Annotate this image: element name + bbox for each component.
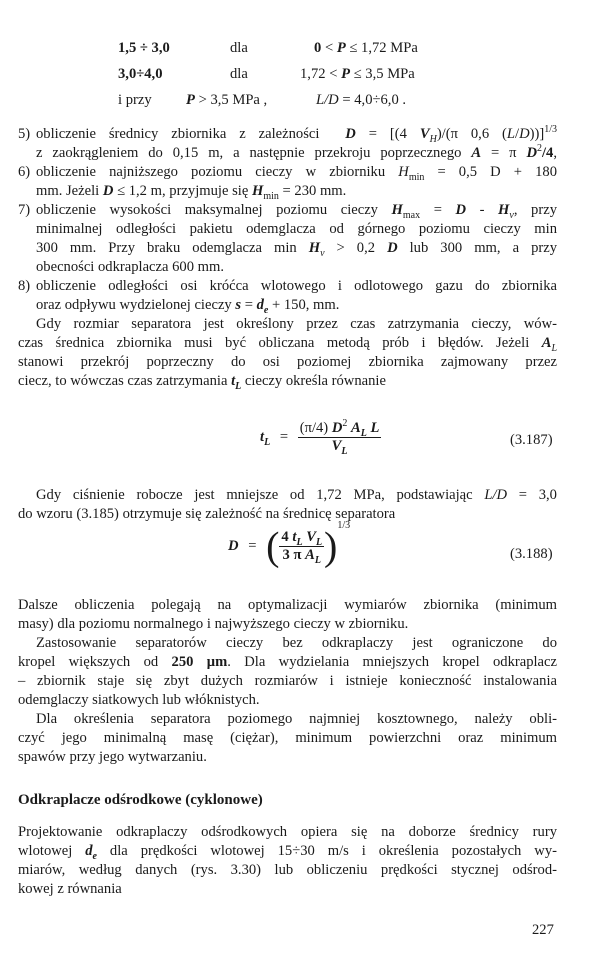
item-number-7: 7)	[18, 202, 31, 218]
condition-word-1: dla	[230, 40, 248, 56]
equation-3-188: D = ( $\frac{4 t_L V_L}{3 \pi A_L}$ )$^{1/3}$	[228, 520, 351, 569]
condition-range-2: 3,0÷4,0	[118, 66, 163, 82]
p6-line-3: miarów, według danych (rys. 3.30) lub obliczeniu prędkości stycznej odśrod-	[18, 862, 557, 878]
p6-line-2: wlotowej $d_e$ dla prędkości wlotowej 15÷30 m/s i określenia pozostałych wy-	[18, 843, 557, 862]
condition-text-1: 0 < P ≤ 1,72 MPa	[314, 40, 418, 56]
condition-text-2: 1,72 < P ≤ 3,5 MPa	[300, 66, 415, 82]
p4-line-2: kropel większych od 250 μm. Dla wydzielania mniejszych kropel odkraplacz	[18, 654, 557, 670]
item-7-line-1: obliczenie wysokości maksymalnej poziomu cieczy $H_{max} = D - H_v$, przy	[36, 202, 557, 221]
condition-range-3: i przy	[118, 92, 152, 108]
p4-line-4: odemglaczy siatkowych lub włóknistych.	[18, 692, 260, 708]
item-8-line-1: obliczenie odległości osi króćca wlotowego i odlotowego gazu do zbiornika	[36, 278, 557, 294]
p2-line-1: Gdy ciśnienie robocze jest mniejsze od 1,72 MPa, podstawiając L/D = 3,0	[36, 487, 557, 503]
p1-line-1: Gdy rozmiar separatora jest określony przez czas zatrzymania cieczy, wów-	[36, 316, 557, 332]
item-5-line-1: obliczenie średnicy zbiornika z zależności D = [(4 $V_H)/(\pi$ 0,6 (L/D))]$^{1/3}$	[36, 124, 558, 145]
p1-line-2: czas średnica zbiornika musi być obliczana metodą prób i błędów. Jeżeli $A_L$	[18, 335, 557, 354]
eq188-lhs: D	[228, 538, 239, 554]
condition-word-2: dla	[230, 66, 248, 82]
p3-line-1: Dalsze obliczenia polegają na optymalizacji wymiarów zbiornika (minimum	[18, 597, 557, 613]
eq187-lhs: $t_L$	[260, 428, 271, 448]
item-number-5: 5)	[18, 126, 31, 142]
p5-line-2: czyć jego minimalną masę (ciężar), minimum powierzchni oraz minimum	[18, 730, 557, 746]
p4-line-1: Zastosowanie separatorów cieczy bez odkraplaczy jest ograniczone do	[36, 635, 557, 651]
p2-line-2: do wzoru (3.185) otrzymuje się zależność na średnicę separatora	[18, 506, 396, 522]
eq187-fraction: $\frac{(\pi/4) D^2 A_L L}{V_L}$	[299, 418, 380, 457]
item-8-line-2: oraz odpływu wydzielonej cieczy $s = d_e + 150$, mm.	[36, 297, 340, 316]
condition-range-1: 1,5 ÷ 3,0	[118, 40, 170, 56]
p1-line-4: ciecz, to wówczas czas zatrzymania $t_L$ cieczy określa równanie	[18, 373, 386, 392]
item-6-line-1: obliczenie najniższego poziomu cieczy w zbiorniku $H_{min} = 0,5$ D + 180	[36, 164, 558, 183]
item-number-6: 6)	[18, 164, 31, 180]
item-number-8: 8)	[18, 278, 31, 294]
equation-3-187: $t_L$ = $\frac{(\pi/4) D^2 A_L L}{V_L}$	[260, 418, 380, 457]
item-7-line-3: 300 mm. Przy braku odemglacza $\min H_v > 0,2$ D lub 300 mm, a przy	[36, 240, 557, 259]
p6-line-4: kowej z równania	[18, 881, 122, 897]
equation-number-3-188: (3.188)	[510, 546, 553, 562]
p6-line-1: Projektowanie odkraplaczy odśrodkowych opiera się na doborze średnicy rury	[18, 824, 557, 840]
condition-text-3: L/D = 4,0÷6,0 .	[316, 92, 407, 108]
p3-line-2: masy) dla poziomu normalnego i najwyższego cieczy w zbiorniku.	[18, 616, 409, 632]
equation-number-3-187: (3.187)	[510, 432, 553, 448]
p5-line-3: spawów przy jego wytwarzaniu.	[18, 749, 207, 765]
item-6-line-2: mm. Jeżeli D ≤ 1,2 m, przyjmuje się $H_{min} = 230$ mm.	[36, 183, 347, 202]
item-7-line-4: obecności odkraplacza 600 mm.	[36, 259, 225, 275]
eq188-fraction: $\frac{4 t_L V_L}{3 \pi A_L}$	[281, 529, 323, 567]
p5-line-1: Dla określenia separatora poziomego najmniej kosztownego, należy obli-	[36, 711, 557, 727]
condition-word-3: P > 3,5 MPa ,	[186, 92, 268, 108]
section-heading: Odkraplacze odśrodkowe (cyklonowe)	[18, 792, 263, 808]
item-7-line-2: minimalnej odległości pakietu odemglacza od górnego poziomu cieczy min	[36, 221, 557, 237]
item-5-line-2: z zaokrągleniem do 0,15 m, a następnie przekroju poprzecznego A = π $D^2/4$,	[36, 143, 558, 161]
p4-line-3: – zbiornik staje się zbyt dużych rozmiarów i istnieje konieczność instalowania	[18, 673, 557, 689]
p1-line-3: stanowi przekrój poprzeczny do osi poziomej zbiornika zajmowany przez	[18, 354, 557, 370]
page-number: 227	[532, 922, 554, 938]
